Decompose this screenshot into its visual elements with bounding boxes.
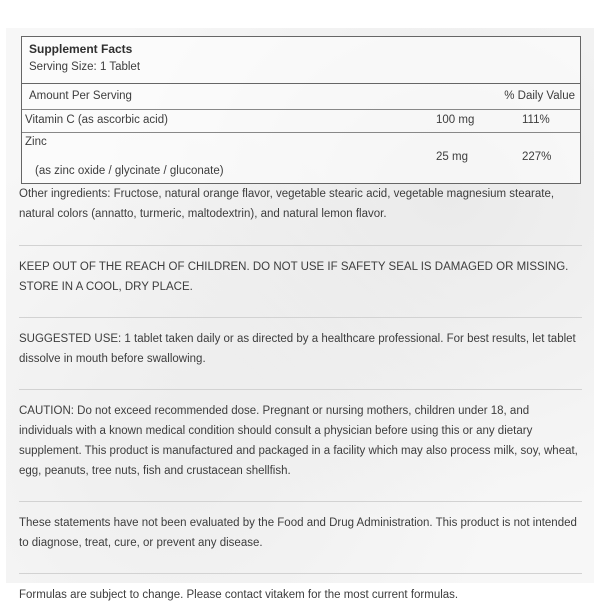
- fda-disclaimer-text: These statements have not been evaluated by the Food and Drug Administration. This product is not intended to diagnose, treat, cure, or prevent any disease.: [19, 517, 577, 549]
- caution-text: CAUTION: Do not exceed recommended dose. Pregnant or nursing mothers, children under 18, and individuals with a known medical condition should consult a physician before using this or any dietary supplement. This product is manufactured and packaged in a facility which may also process milk, soy, wheat, egg, peanuts, tree nuts, fish and crustacean shellfish.: [19, 405, 578, 477]
- supplement-facts-table: [21, 36, 581, 184]
- supplement-facts-title: Supplement Facts: [29, 42, 133, 56]
- nutrient-amount: 25 mg: [436, 151, 468, 163]
- facts-divider: [22, 83, 580, 84]
- product-details-panel: [6, 28, 594, 601]
- facts-divider: [22, 109, 580, 110]
- product-info-sections: [19, 184, 582, 605]
- formula-notice-text: Formulas are subject to change. Please contact vitakem for the most current formulas.: [19, 589, 459, 601]
- ingredients-text: Other ingredients: Fructose, natural orange flavor, vegetable stearic acid, vegetable magnesium stearate, natural colors (annatto, turmeric, maltodextrin), and natural lemon flavor.: [19, 188, 555, 220]
- nutrient-daily-value: 227%: [522, 151, 552, 163]
- warning-text: KEEP OUT OF THE REACH OF CHILDREN. DO NOT USE IF SAFETY SEAL IS DAMAGED OR MISSING. STORE IN A COOL, DRY PLACE.: [19, 261, 569, 293]
- daily-value-header: % Daily Value: [504, 90, 575, 102]
- nutrient-detail: (as zinc oxide / glycinate / gluconate): [35, 165, 224, 177]
- nutrient-daily-value: 111%: [522, 114, 550, 126]
- amount-per-serving-header: Amount Per Serving: [29, 90, 132, 102]
- nutrient-name: Vitamin C (as ascorbic acid): [25, 114, 168, 126]
- serving-size: Serving Size: 1 Tablet: [29, 61, 141, 73]
- suggested-use-text: SUGGESTED USE: 1 tablet taken daily or as directed by a healthcare professional. For best results, let tablet dissolve in mouth before swallowing.: [19, 333, 576, 365]
- nutrient-amount: 100 mg: [436, 114, 475, 126]
- nutrient-name: Zinc: [25, 136, 47, 148]
- facts-divider: [22, 132, 580, 133]
